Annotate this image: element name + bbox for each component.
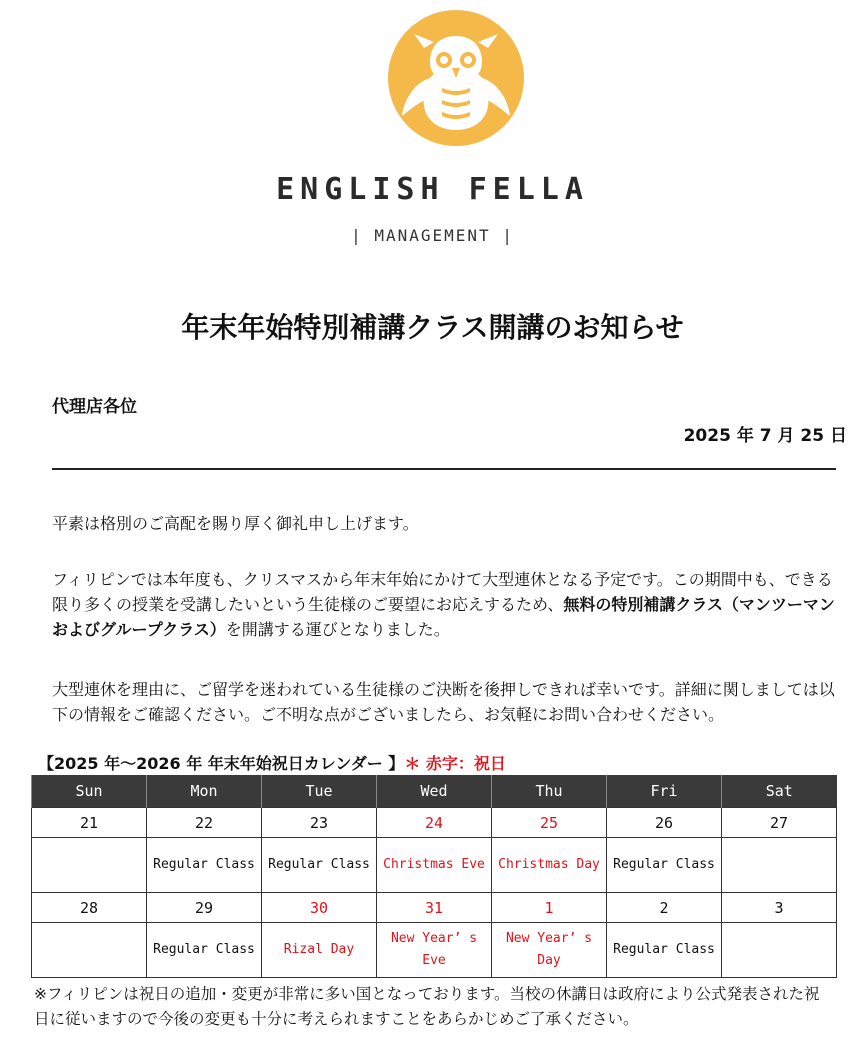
- date-cell-holiday: 30: [262, 893, 377, 923]
- date-cell: 28: [32, 893, 147, 923]
- date-cell: 26: [607, 808, 722, 838]
- page-title: 年末年始特別補講クラス開講のお知らせ: [181, 311, 684, 344]
- date-cell: 29: [147, 893, 262, 923]
- holiday-calendar-table: [31, 775, 837, 978]
- announcement-text-end: を開講する運びとなりました。: [225, 620, 450, 639]
- event-cell: [722, 838, 837, 893]
- date-cell-holiday: 1: [492, 893, 607, 923]
- date-cell: 27: [722, 808, 837, 838]
- event-cell-holiday: Christmas Eve: [377, 838, 492, 893]
- date-cell-holiday: 31: [377, 893, 492, 923]
- week2-date-row: [32, 893, 837, 923]
- document-date: 2025 年 7 月 25 日: [683, 426, 847, 446]
- week1-event-row: [32, 838, 837, 893]
- week2-event-row: [32, 923, 837, 978]
- calendar-header-row: [32, 775, 837, 808]
- logo-area: [0, 0, 865, 270]
- event-cell: Regular Class: [607, 838, 722, 893]
- calendar-heading: [38, 751, 506, 774]
- date-cell: 2: [607, 893, 722, 923]
- day-header-fri: Fri: [607, 775, 722, 808]
- event-cell: Regular Class: [147, 838, 262, 893]
- event-cell-holiday: New Year’ s Day: [492, 923, 607, 978]
- date-cell-holiday: 25: [492, 808, 607, 838]
- event-cell: [32, 923, 147, 978]
- greeting-paragraph: 平素は格別のご高配を賜り厚く御礼申し上げます。: [52, 514, 419, 533]
- date-cell: 23: [262, 808, 377, 838]
- owl-logo-icon: [386, 8, 526, 148]
- event-cell: [722, 923, 837, 978]
- calendar-heading-note: ＊ 赤字：祝日: [404, 754, 506, 773]
- day-header-wed: Wed: [377, 775, 492, 808]
- day-header-tue: Tue: [262, 775, 377, 808]
- event-cell: [32, 838, 147, 893]
- day-header-sun: Sun: [32, 775, 147, 808]
- event-cell-holiday: New Year’ s Eve: [377, 923, 492, 978]
- event-cell: Regular Class: [262, 838, 377, 893]
- date-cell: 22: [147, 808, 262, 838]
- event-cell: Regular Class: [607, 923, 722, 978]
- date-cell-holiday: 24: [377, 808, 492, 838]
- addressee: 代理店各位: [52, 397, 137, 417]
- date-cell: 21: [32, 808, 147, 838]
- closing-paragraph: 大型連休を理由に、ご留学を迷われている生徒様のご決断を後押しできれば幸いです。詳細に関しましては以下の情報をご確認ください。ご不明な点がございましたら、お気軽にお問い合わせください。: [52, 680, 835, 724]
- date-cell: 3: [722, 893, 837, 923]
- event-cell-holiday: Christmas Day: [492, 838, 607, 893]
- footnote: ※フィリピンは祝日の追加・変更が非常に多い国となっております。当校の休講日は政府により公式発表された祝日に従いますので今後の変更も十分に考えられますことをあらかじめご了承ください。: [34, 985, 820, 1028]
- day-header-sat: Sat: [722, 775, 837, 808]
- announcement-text: フィリピンでは本年度も、クリスマスから年末年始にかけて大型連休となる予定です。この期間中も、できる限り多くの授業を受講したいという生徒様のご要望にお応えするため、: [52, 570, 833, 614]
- divider: [52, 468, 836, 470]
- event-cell: Regular Class: [147, 923, 262, 978]
- brand-subtitle: | MANAGEMENT |: [351, 226, 514, 245]
- week1-date-row: [32, 808, 837, 838]
- announcement-bold-text: 無料の特別補講クラス（マンツーマンおよびグループクラス）: [52, 595, 835, 639]
- day-header-mon: Mon: [147, 775, 262, 808]
- announcement-paragraph: [52, 567, 842, 642]
- day-header-thu: Thu: [492, 775, 607, 808]
- brand-name: ENGLISH FELLA: [276, 172, 589, 207]
- calendar-heading-text: 【2025 年～2026 年 年末年始祝日カレンダー 】: [38, 754, 405, 773]
- event-cell-holiday: Rizal Day: [262, 923, 377, 978]
